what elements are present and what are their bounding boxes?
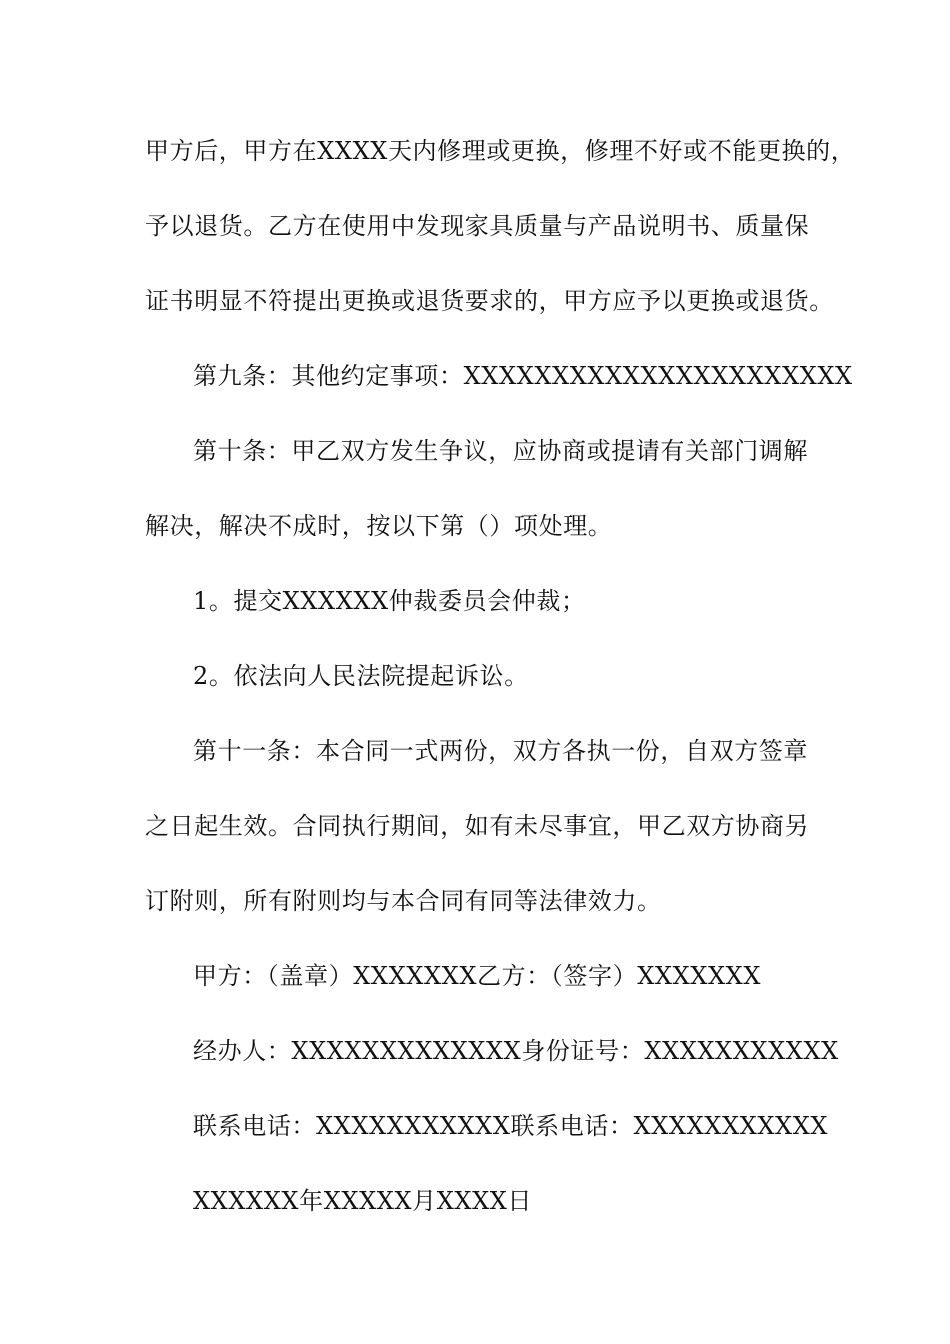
paragraph-line: 甲方后，甲方在XXXX天内修理或更换，修理不好或不能更换的， — [145, 137, 856, 165]
contact-phone-line: 联系电话：XXXXXXXXXXX联系电话：XXXXXXXXXXX — [193, 1112, 829, 1140]
option-two: 2。依法向人民法院提起诉讼。 — [193, 662, 529, 690]
paragraph-line: 解决，解决不成时，按以下第（）项处理。 — [145, 512, 613, 540]
party-signatures: 甲方：（盖章）XXXXXXX乙方：（签字）XXXXXXX — [193, 962, 762, 990]
paragraph-line: 订附则，所有附则均与本合同有同等法律效力。 — [145, 887, 662, 915]
paragraph-line: 予以退货。乙方在使用中发现家具质量与产品说明书、质量保 — [145, 212, 810, 240]
agent-id-line: 经办人：XXXXXXXXXXXXX身份证号：XXXXXXXXXXX — [193, 1037, 839, 1065]
paragraph-line: 证书明显不符提出更换或退货要求的，甲方应予以更换或退货。 — [145, 287, 834, 315]
option-one: 1。提交XXXXXX仲裁委员会仲裁； — [193, 587, 586, 615]
clause-nine: 第九条：其他约定事项：XXXXXXXXXXXXXXXXXXXXXX — [193, 362, 853, 390]
date-line: XXXXXX年XXXXX月XXXX日 — [193, 1187, 533, 1215]
clause-eleven: 第十一条：本合同一式两份，双方各执一份，自双方签章 — [193, 737, 808, 765]
paragraph-line: 之日起生效。合同执行期间，如有未尽事宜，甲乙双方协商另 — [145, 812, 810, 840]
clause-ten: 第十条：甲乙双方发生争议，应协商或提请有关部门调解 — [193, 437, 808, 465]
